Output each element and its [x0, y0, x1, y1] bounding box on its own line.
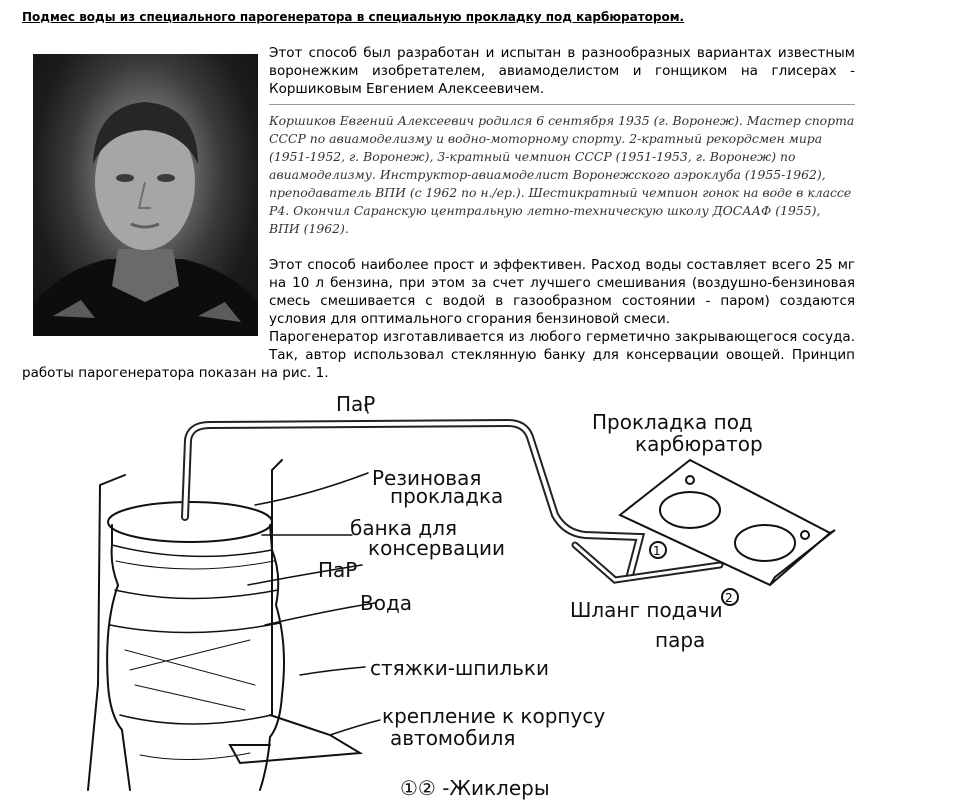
author-portrait-photo [33, 54, 258, 336]
label-studs: стяжки-шпильки [370, 656, 550, 680]
generator-line-3: работы парогенератора показан на рис. 1. [22, 365, 329, 381]
method-paragraph: Этот способ наиболее прост и эффективен. Расход воды составляет всего 25 мг на 10 л бензина, при этом за счет лучшего смешивания (воздушно-бензиновая смесь смешивается с водой в газообразном состоянии - паром) создаются условия для оптимального сгорания бензиновой смеси. [269, 257, 855, 327]
generator-paragraph [269, 328, 855, 364]
label-rubber-line-2: прокладка [390, 484, 504, 508]
label-rubber-line-1: Резиновая [372, 466, 482, 490]
generator-line-1: Парогенератор изготавливается из любого герметично закрывающегося сосуда. [269, 329, 855, 345]
generator-line-2: Так, автор использовал стеклянную банку для консервации овощей. Принцип [269, 347, 855, 363]
label-jar-line-1: банка для [350, 516, 458, 540]
label-mount-line-2: автомобиля [390, 726, 516, 750]
mounting-bracket [88, 475, 125, 790]
label-mount-line-1: крепление к корпусу [382, 704, 606, 728]
intro-paragraph: Этот способ был разработан и испытан в разнообразных вариантах известным воронежким изобретателем, авиамоделистом и гонщиком на глисерах - Коршиковым Евгением Алексеевичем. [269, 45, 855, 97]
label-water: Вода [360, 591, 413, 615]
water-level [110, 623, 280, 633]
label-jar-line-2: консервации [368, 536, 506, 560]
label-hose-line-2: пара [655, 628, 706, 652]
portrait-silhouette [33, 54, 258, 336]
label-gasket-line-1: Прокладка под [592, 410, 753, 434]
jar-body [107, 525, 130, 790]
label-steam-top: ПаР [336, 392, 376, 416]
carburetor-gasket [620, 460, 830, 585]
author-bio: Коршиков Евгений Алексеевич родился 6 сентября 1935 (г. Воронеж). Мастер спорта СССР по авиамоделизму и водно-моторному спорту. 2-кратный рекордсмен мира (1951-1952, г. Воронеж), 3-кратный чемпион СССР (1951-1953, г. Воронеж) по авиамоделизму. Инструктор-авиамоделист Воронежского аэроклуба (1955-1962), преподаватель ВПИ (с 1962 по н./ер.). Шестикратный чемпион гонок на воде в классе Р4. Окончил Саранскую центральную летно-техническую школу ДОСААФ (1955), ВПИ (1962). [269, 113, 855, 236]
steam-generator-sketch [0, 385, 970, 800]
label-gasket-line-2: карбюратор [635, 432, 763, 456]
label-steam-in-jar: ПаР [318, 558, 358, 582]
divider-line [269, 104, 855, 105]
jet-marker-2-label: 2 [725, 591, 733, 605]
article-title: Подмес воды из специального парогенератора в специальную прокладку под карбюратором. [22, 10, 685, 24]
label-jets: ①② -Жиклеры [400, 776, 550, 800]
jet-marker-1-label: 1 [653, 544, 661, 558]
label-hose-line-1: Шланг подачи [570, 598, 723, 622]
jar-lid [108, 502, 272, 542]
